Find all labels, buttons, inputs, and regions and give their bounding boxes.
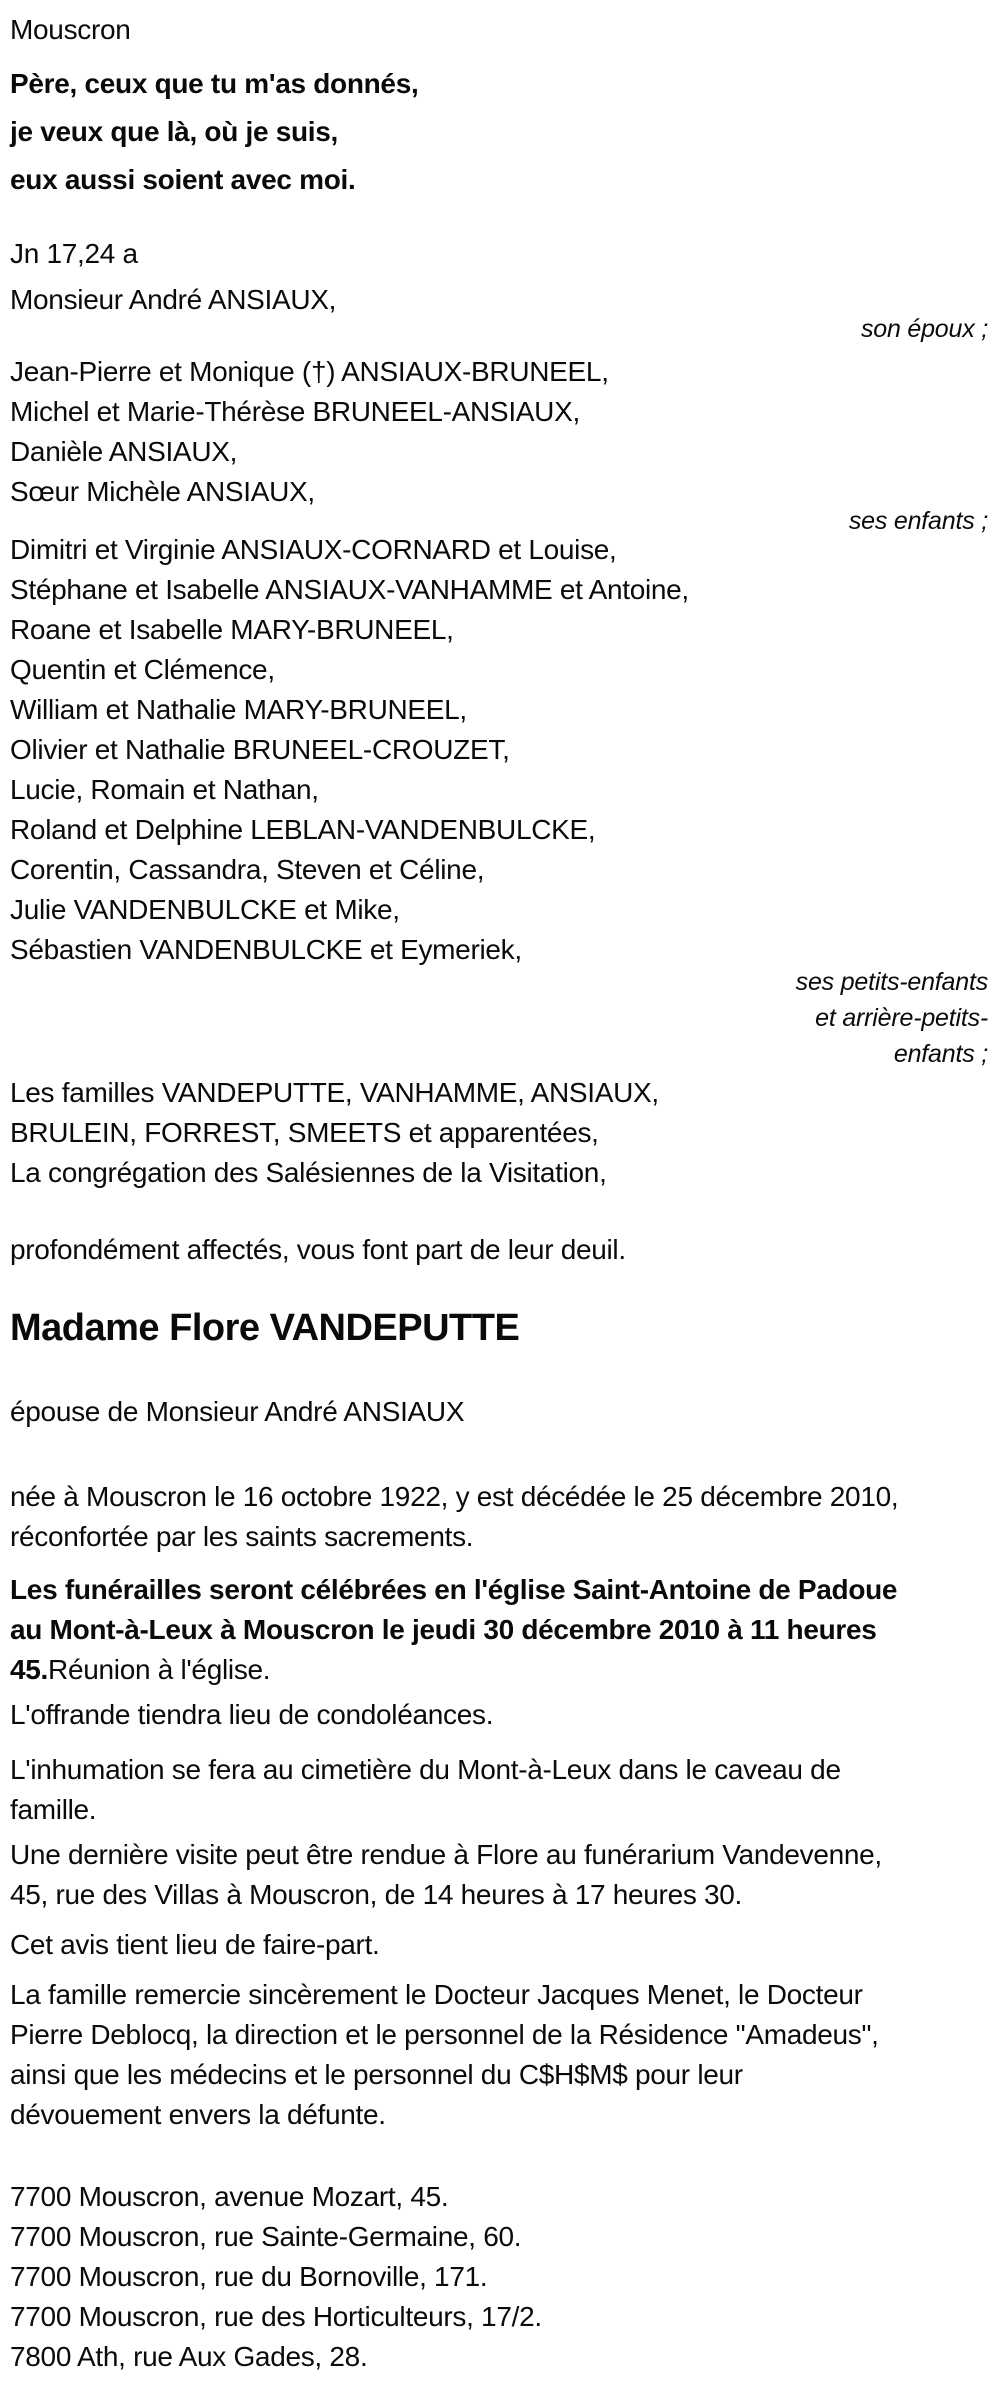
family-member-line: Roland et Delphine LEBLAN-VANDENBULCKE, bbox=[10, 814, 596, 845]
address-line: 7700 Mouscron, avenue Mozart, 45. bbox=[10, 2181, 449, 2212]
family-member-line: Quentin et Clémence, bbox=[10, 654, 275, 685]
relation-label: ses enfants ; bbox=[848, 507, 988, 535]
family-member-line: William et Nathalie MARY-BRUNEEL, bbox=[10, 694, 467, 725]
relation-label: ses petits-enfants bbox=[795, 968, 988, 996]
address-line: 7700 Mouscron, rue des Horticulteurs, 17/2. bbox=[10, 2301, 542, 2332]
burial-paragraph bbox=[10, 1750, 990, 1830]
grandchildren-list bbox=[10, 530, 990, 970]
relation-label-group bbox=[10, 964, 990, 1072]
relation-label: son époux ; bbox=[860, 315, 988, 343]
address-line: 7800 Ath, rue Aux Gades, 28. bbox=[10, 2341, 368, 2372]
paragraph-line: née à Mouscron le 16 octobre 1922, y est décédée le 25 décembre 2010, bbox=[10, 1481, 899, 1512]
paragraph-line: au Mont-à-Leux à Mouscron le jeudi 30 décembre 2010 à 11 heures bbox=[10, 1614, 877, 1645]
quote-line: Père, ceux que tu m'as donnés, bbox=[10, 68, 419, 99]
family-list bbox=[10, 280, 990, 1270]
relation-label: enfants ; bbox=[893, 1040, 988, 1068]
family-member-line: Monsieur André ANSIAUX, bbox=[10, 284, 337, 315]
family-member-line: Julie VANDENBULCKE et Mike, bbox=[10, 894, 400, 925]
family-member-line: Sébastien VANDENBULCKE et Eymeriek, bbox=[10, 934, 522, 965]
quote-line: je veux que là, où je suis, bbox=[10, 116, 339, 147]
family-member-line: Jean-Pierre et Monique (†) ANSIAUX-BRUNEEL, bbox=[10, 356, 609, 387]
related-families-list bbox=[10, 1073, 990, 1193]
family-member-line: Dimitri et Virginie ANSIAUX-CORNARD et Louise, bbox=[10, 534, 617, 565]
family-member-line: La congrégation des Salésiennes de la Visitation, bbox=[10, 1157, 607, 1188]
paragraph-line: Une dernière visite peut être rendue à Flore au funérarium Vandevenne, bbox=[10, 1839, 882, 1870]
funeral-announcement-paragraph bbox=[10, 1570, 990, 1690]
paragraph-line: réconfortée par les saints sacrements. bbox=[10, 1521, 474, 1552]
children-list bbox=[10, 352, 990, 512]
paragraph-line: dévouement envers la défunte. bbox=[10, 2099, 386, 2130]
paragraph-line: La famille remercie sincèrement le Docteur Jacques Menet, le Docteur bbox=[10, 1979, 863, 2010]
family-member-line: Sœur Michèle ANSIAUX, bbox=[10, 476, 315, 507]
faire-part-notice-line: Cet avis tient lieu de faire-part. bbox=[10, 1929, 380, 1960]
birth-death-paragraph bbox=[10, 1477, 990, 1557]
last-visit-paragraph bbox=[10, 1835, 990, 1915]
scripture-quote bbox=[10, 60, 990, 204]
address-line: 7700 Mouscron, rue Sainte-Germaine, 60. bbox=[10, 2221, 522, 2252]
church-meeting-fragment: Réunion à l'église. bbox=[48, 1654, 271, 1685]
family-member-line: Stéphane et Isabelle ANSIAUX-VANHAMME et Antoine, bbox=[10, 574, 689, 605]
paragraph-line: ainsi que les médecins et le personnel du C$H$M$ pour leur bbox=[10, 2059, 743, 2090]
family-member-line: Les familles VANDEPUTTE, VANHAMME, ANSIAUX, bbox=[10, 1077, 659, 1108]
paragraph-line: famille. bbox=[10, 1794, 97, 1825]
offering-line: L'offrande tiendra lieu de condoléances. bbox=[10, 1699, 494, 1730]
paragraph-line: 45, rue des Villas à Mouscron, de 14 heures à 17 heures 30. bbox=[10, 1879, 743, 1910]
deceased-name-heading: Madame Flore VANDEPUTTE bbox=[10, 1307, 520, 1349]
address-line: 7700 Mouscron, rue du Bornoville, 171. bbox=[10, 2261, 488, 2292]
mourning-statement: profondément affectés, vous font part de leur deuil. bbox=[10, 1234, 626, 1265]
funeral-time-fragment: 45. bbox=[10, 1654, 49, 1685]
paragraph-line: L'inhumation se fera au cimetière du Mont-à-Leux dans le caveau de bbox=[10, 1754, 841, 1785]
thanks-paragraph bbox=[10, 1975, 990, 2135]
paragraph-line: Pierre Deblocq, la direction et le personnel de la Résidence "Amadeus", bbox=[10, 2019, 879, 2050]
family-member-line: Corentin, Cassandra, Steven et Céline, bbox=[10, 854, 485, 885]
scripture-reference: Jn 17,24 a bbox=[10, 238, 138, 269]
family-member-line: Lucie, Romain et Nathan, bbox=[10, 774, 319, 805]
city-line: Mouscron bbox=[10, 14, 131, 45]
family-member-line: Michel et Marie-Thérèse BRUNEEL-ANSIAUX, bbox=[10, 396, 580, 427]
quote-line: eux aussi soient avec moi. bbox=[10, 164, 356, 195]
paragraph-line: Les funérailles seront célébrées en l'église Saint-Antoine de Padoue bbox=[10, 1574, 898, 1605]
paragraph-line bbox=[10, 1650, 990, 1690]
relation-label: et arrière-petits- bbox=[815, 1004, 988, 1032]
family-member-line: Danièle ANSIAUX, bbox=[10, 436, 238, 467]
addresses-list bbox=[10, 2177, 990, 2377]
deceased-spouse-line: épouse de Monsieur André ANSIAUX bbox=[10, 1396, 465, 1427]
family-member-line: Roane et Isabelle MARY-BRUNEEL, bbox=[10, 614, 454, 645]
family-member-line: BRULEIN, FORREST, SMEETS et apparentées, bbox=[10, 1117, 599, 1148]
family-member-line: Olivier et Nathalie BRUNEEL-CROUZET, bbox=[10, 734, 510, 765]
